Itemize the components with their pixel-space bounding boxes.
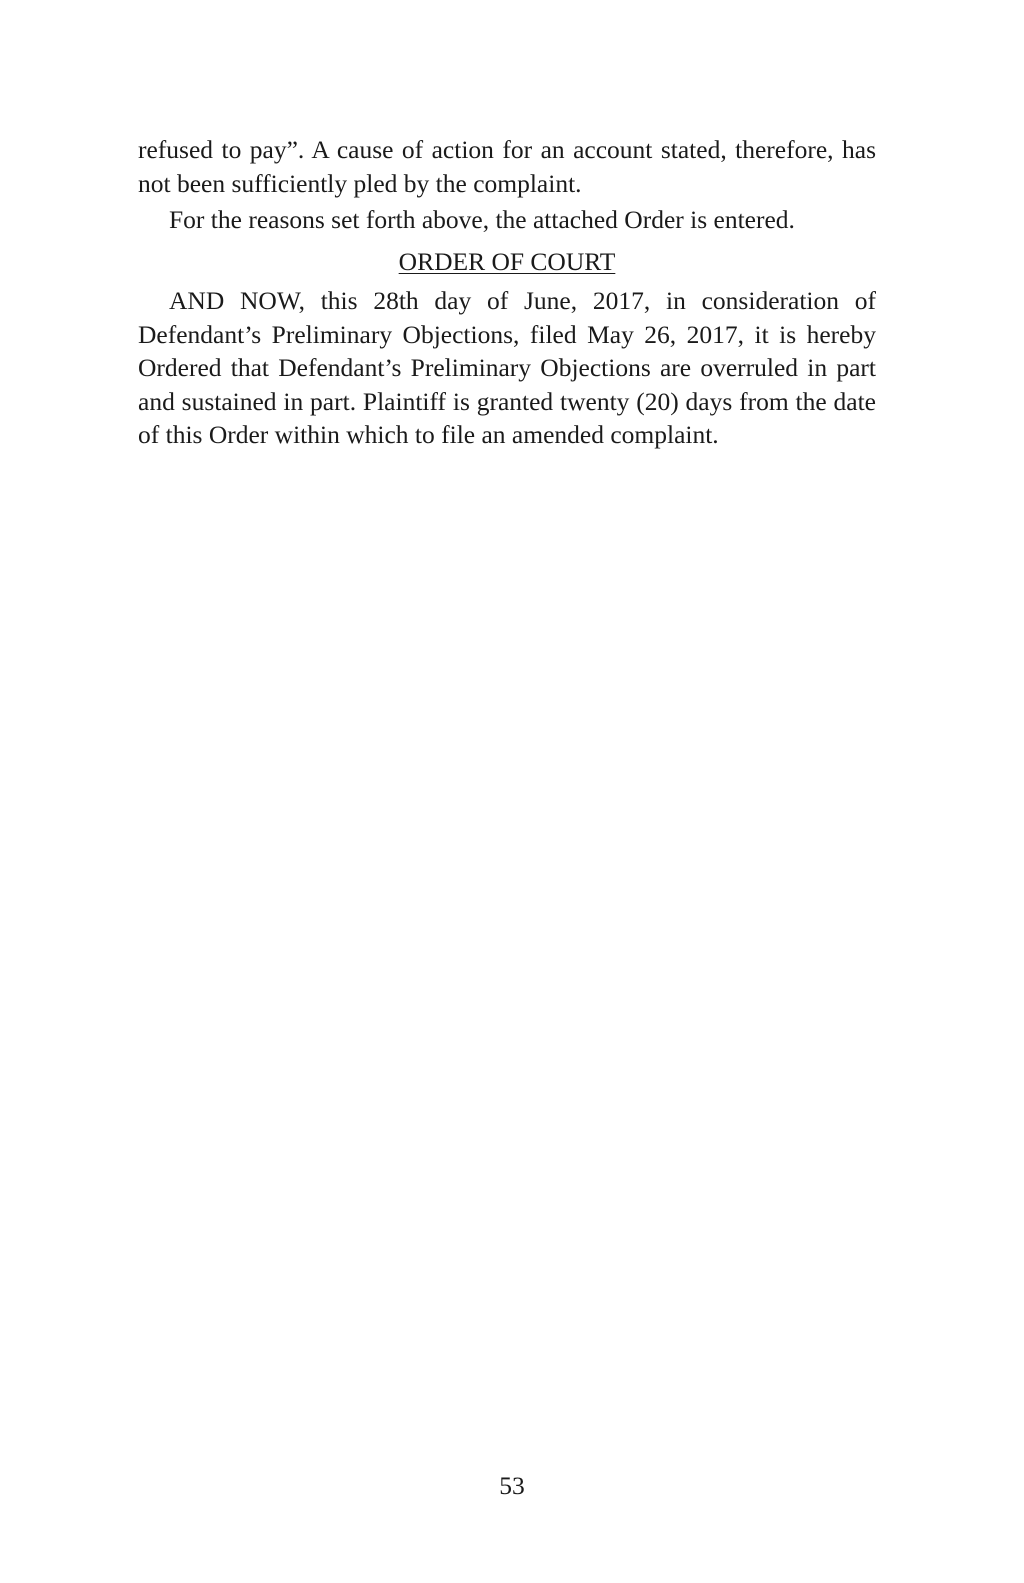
order-heading: ORDER OF COURT — [398, 246, 616, 276]
body-text — [138, 133, 876, 452]
page-number: 53 — [499, 1471, 525, 1500]
opinion-paragraph-conclusion: For the reasons set forth above, the attached Order is entered. — [169, 205, 795, 234]
opinion-paragraph-continued: refused to pay”. A cause of action for an account stated, therefore, has not been sufficiently pled by the complaint. — [138, 135, 876, 198]
order-paragraph: AND NOW, this 28th day of June, 2017, in consideration of Defendant’s Preliminary Objections, filed May 26, 2017, it is hereby Ordered that Defendant’s Preliminary Objections are overruled in part and sustained in part. Plaintiff is granted twenty (20) days from the date of this Order within which to file an amended complaint. — [138, 286, 876, 449]
